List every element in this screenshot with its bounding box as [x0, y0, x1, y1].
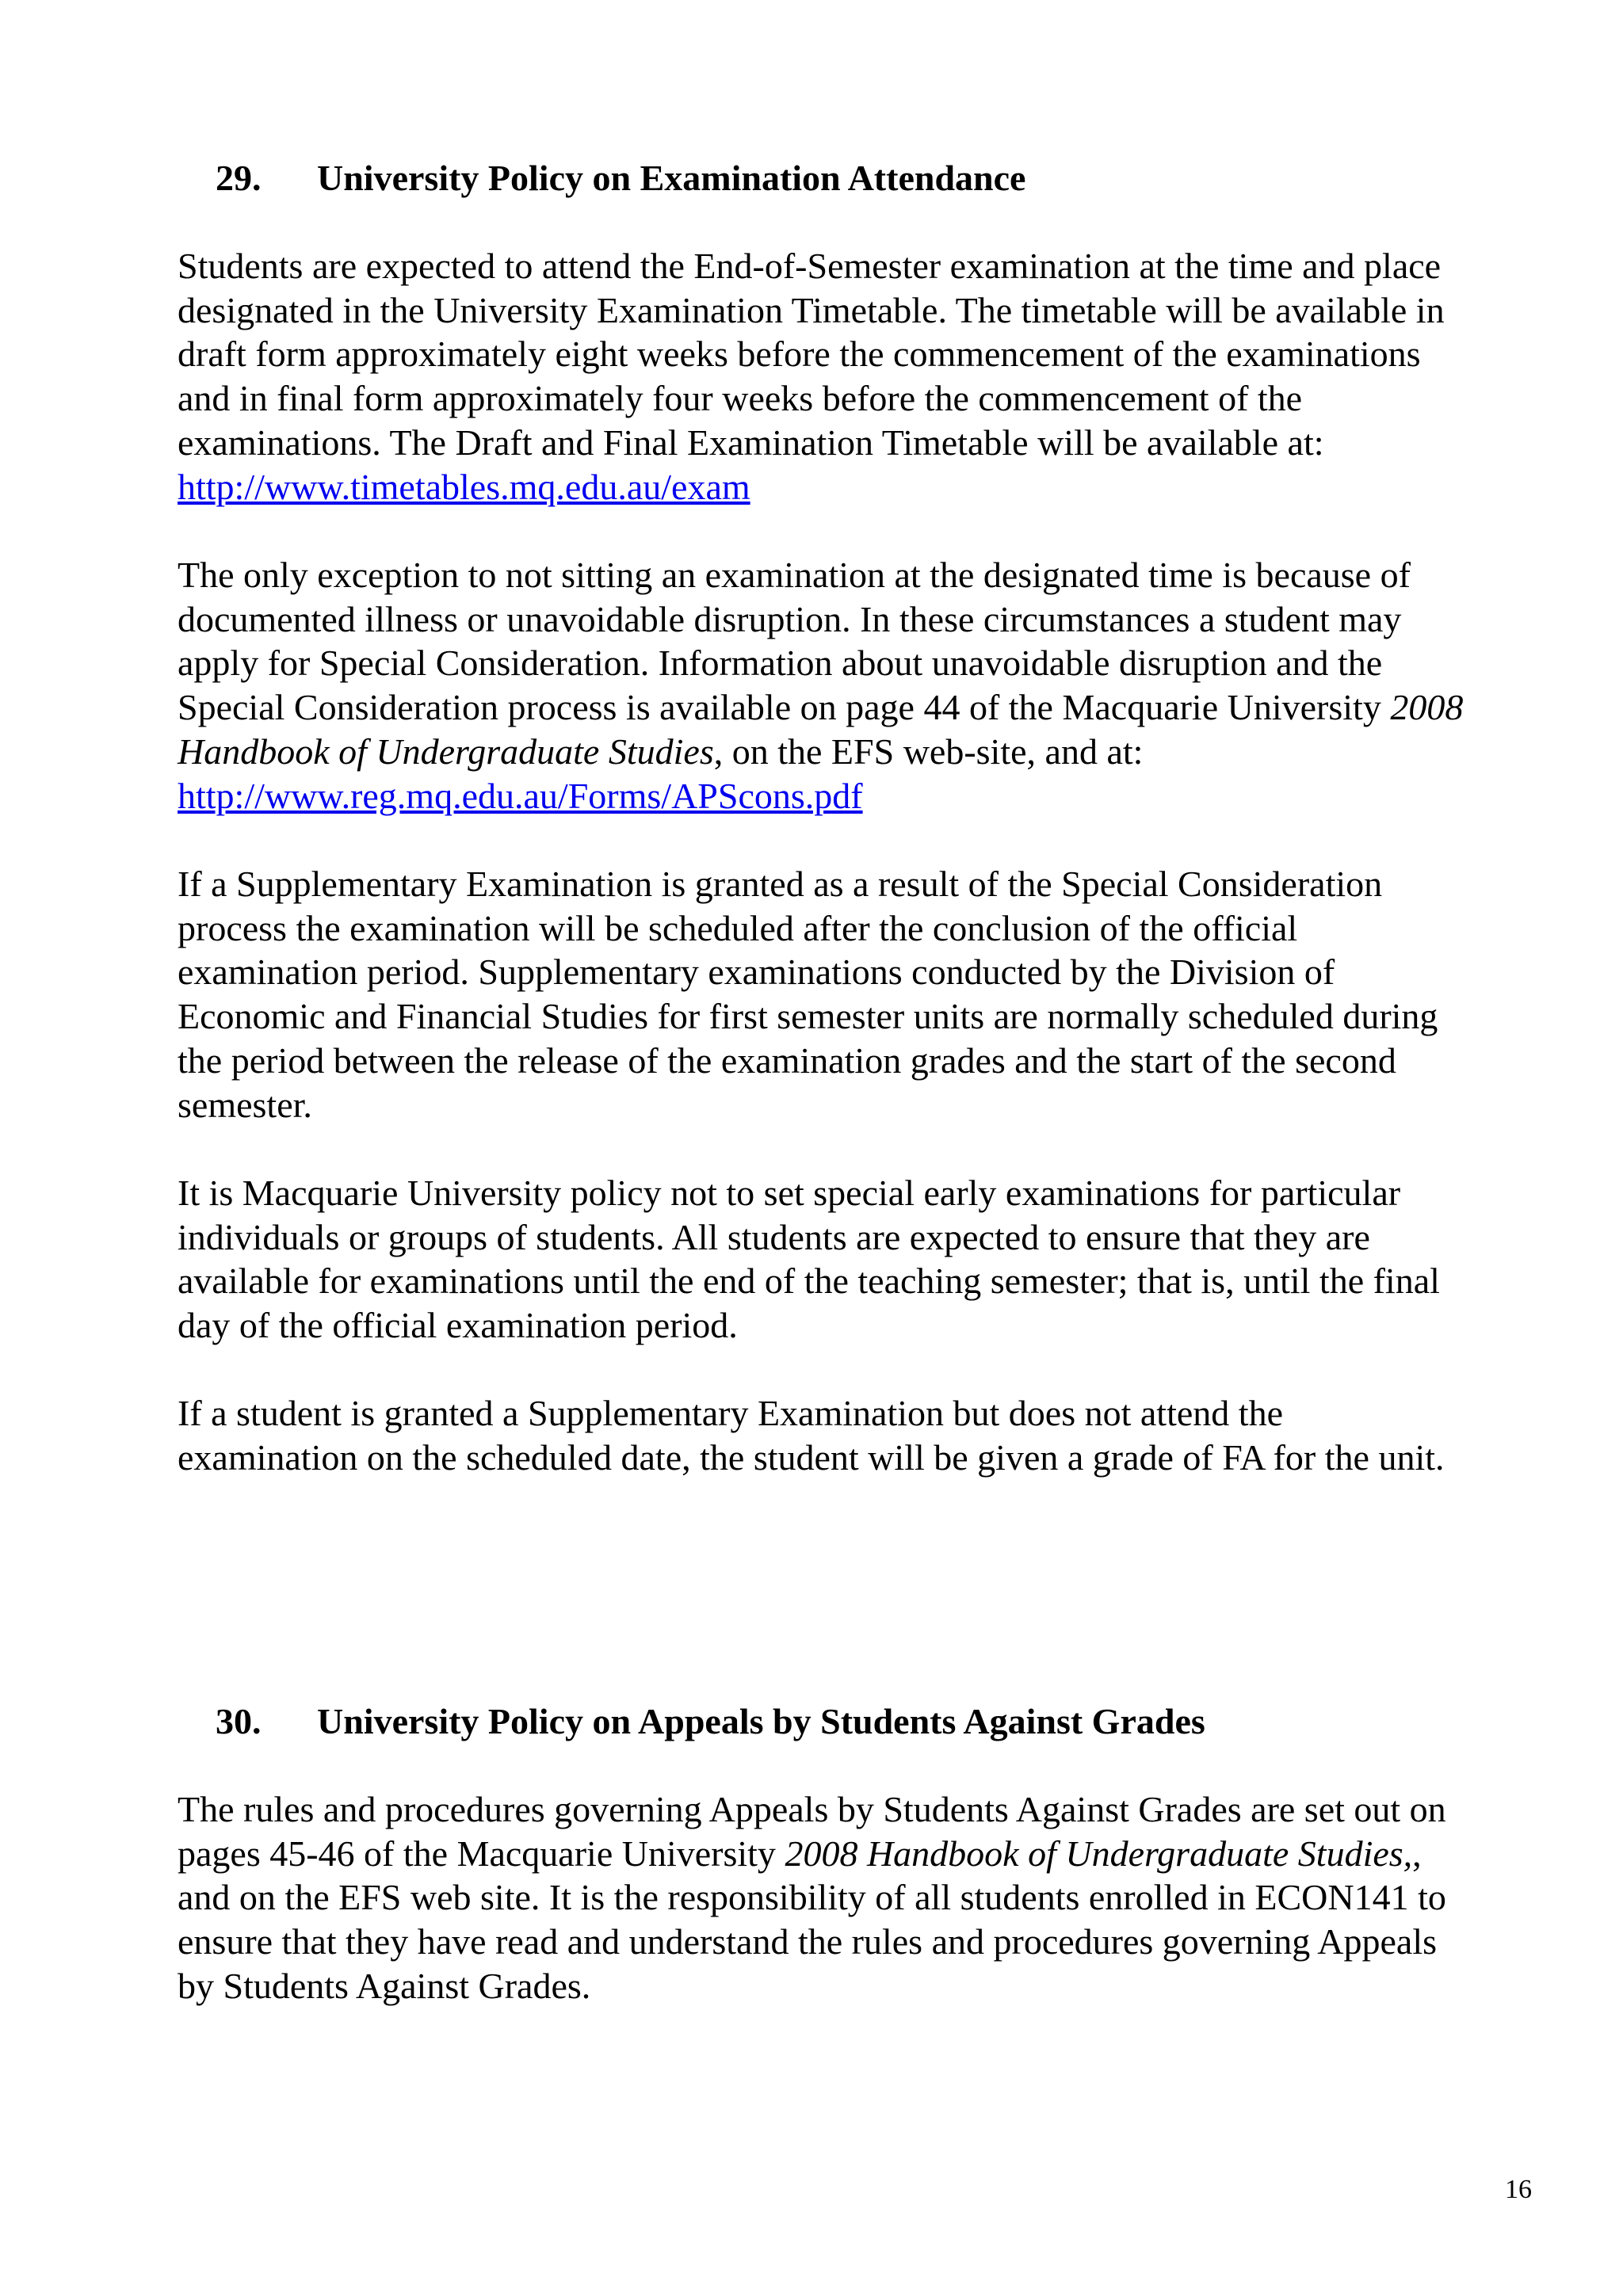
text-line: designated in the University Examination Timetable. The timetable will be available in	[178, 289, 1445, 330]
text-line: and on the EFS web site. It is the responsibility of all students enrolled in ECON141 to	[178, 1877, 1446, 1918]
text-line: If a Supplementary Examination is granted as a result of the Special Consideration	[178, 864, 1383, 904]
text-line: apply for Special Consideration. Information about unavoidable disruption and the	[178, 643, 1383, 684]
text-line: day of the official examination period.	[178, 1305, 738, 1346]
text-line: The only exception to not sitting an examination at the designated time is because of	[178, 555, 1411, 595]
timetable-link[interactable]: http://www.timetables.mq.edu.au/exam	[178, 466, 750, 507]
text-line: examinations. The Draft and Final Examination Timetable will be available at:	[178, 421, 1324, 463]
page-number: 16	[1505, 2175, 1532, 2204]
section-29-paragraph-2	[178, 553, 1556, 818]
section-29-paragraph-1	[178, 244, 1556, 509]
text-line: It is Macquarie University policy not to set special early examinations for particular	[178, 1173, 1401, 1213]
text-line: process the examination will be scheduled after the conclusion of the official	[178, 907, 1298, 948]
text-fragment: ,	[1412, 1833, 1422, 1874]
text-fragment: pages 45-46 of the Macquarie University	[178, 1833, 785, 1874]
text-line: Economic and Financial Studies for first semester units are normally scheduled during	[178, 996, 1438, 1037]
text-line: individuals or groups of students. All students are expected to ensure that they are	[178, 1216, 1370, 1257]
text-line: examination period. Supplementary examinations conducted by the Division of	[178, 952, 1335, 993]
section-29-paragraph-3	[178, 862, 1556, 1127]
section-29-title: University Policy on Examination Attendance	[317, 158, 1026, 198]
section-30-heading	[216, 1699, 1205, 1744]
text-line	[178, 730, 1556, 774]
section-29-heading	[216, 156, 1025, 200]
text-line: semester.	[178, 1084, 312, 1125]
text-line: by Students Against Grades.	[178, 1965, 591, 2006]
italic-fragment: 2008	[1390, 687, 1464, 728]
text-line: Students are expected to attend the End-of-Semester examination at the time and place	[178, 246, 1442, 286]
text-line: draft form approximately eight weeks before the commencement of the examinations	[178, 334, 1421, 375]
section-29-number: 29.	[216, 158, 262, 198]
text-line: If a student is granted a Supplementary Examination but does not attend the	[178, 1393, 1283, 1433]
handbook-title: Handbook of Undergraduate Studies	[178, 730, 714, 772]
text-line: and in final form approximately four weeks before the commencement of the	[178, 378, 1303, 419]
section-29-paragraph-4	[178, 1171, 1556, 1348]
section-29-paragraph-5	[178, 1391, 1556, 1479]
text-fragment: Special Consideration process is available on page 44 of the Macquarie University	[178, 687, 1391, 728]
text-line: The rules and procedures governing Appeals by Students Against Grades are set out on	[178, 1789, 1446, 1829]
section-30-title: University Policy on Appeals by Students Against Grades	[317, 1701, 1205, 1741]
section-30-paragraph-1	[178, 1787, 1556, 2008]
text-line: documented illness or unavoidable disruption. In these circumstances a student may	[178, 598, 1402, 639]
text-fragment: , on the EFS web-site, and at:	[713, 730, 1144, 772]
special-consideration-link[interactable]: http://www.reg.mq.edu.au/Forms/APScons.pdf	[178, 775, 863, 816]
text-line: available for examinations until the end of the teaching semester; that is, until the final	[178, 1261, 1440, 1302]
text-line: the period between the release of the examination grades and the start of the second	[178, 1039, 1396, 1081]
section-30-number: 30.	[216, 1701, 262, 1741]
text-line	[178, 685, 1556, 730]
handbook-title: 2008 Handbook of Undergraduate Studies,	[785, 1833, 1413, 1874]
text-line: ensure that they have read and understand the rules and procedures governing Appeals	[178, 1921, 1437, 1962]
text-line	[178, 1832, 1556, 1876]
text-line: examination on the scheduled date, the student will be given a grade of FA for the unit.	[178, 1436, 1445, 1478]
